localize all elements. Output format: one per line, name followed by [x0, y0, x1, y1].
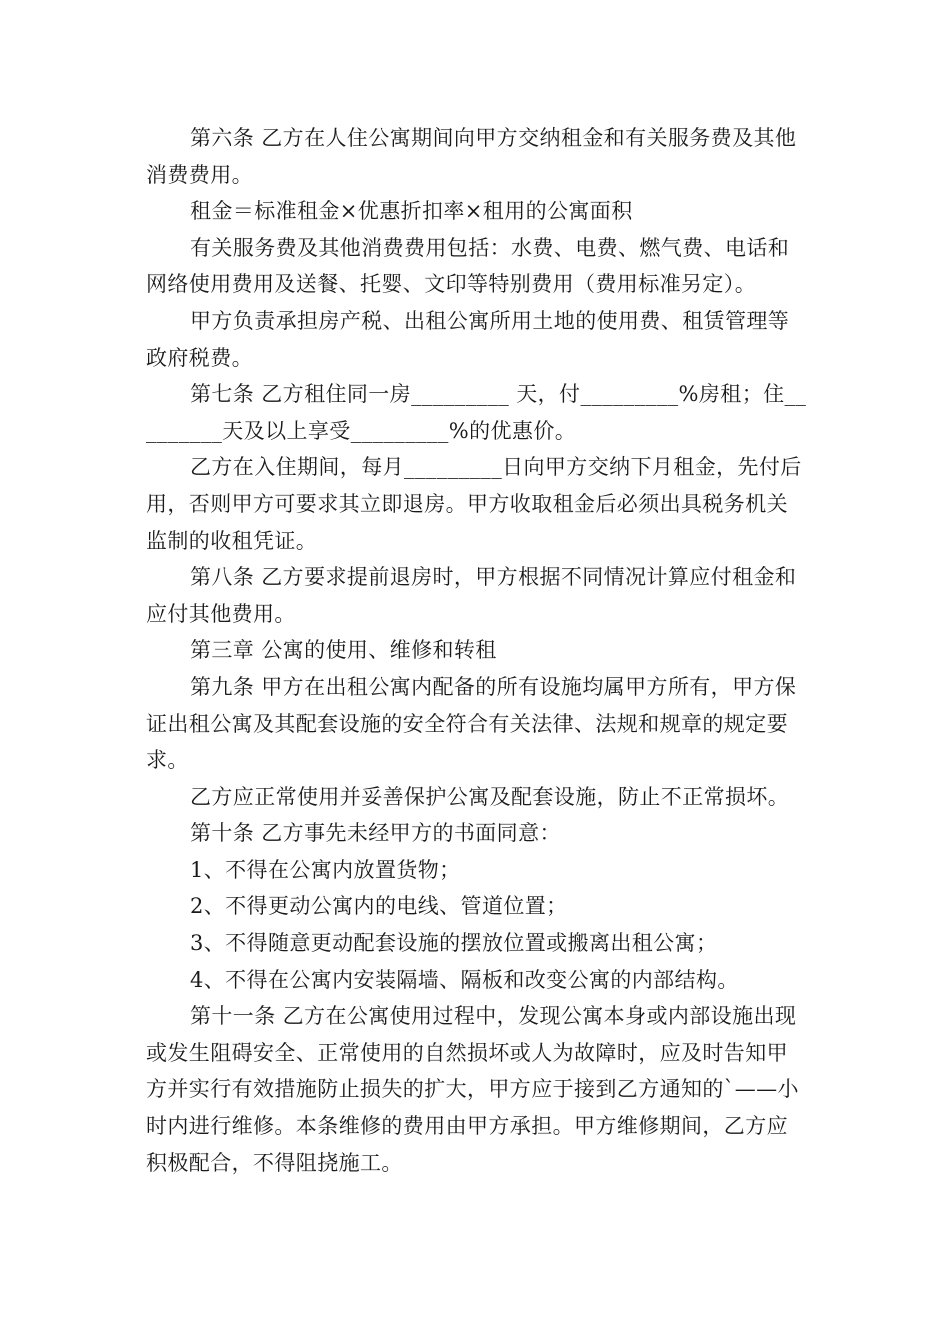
paragraph-party-b-care: 乙方应正常使用并妥善保护公寓及配套设施，防止不正常损坏。 — [190, 784, 790, 809]
list-item-4: 4、不得在公寓内安装隔墙、隔板和改变公寓的内部结构。 — [190, 967, 739, 992]
paragraph-monthly-rent: 乙方在入住期间，每月_________日向甲方交纳下月租金，先付后用，否则甲方可要求其立即退房。甲方收取租金后必须出具税务机关监制的收租凭证。 — [146, 455, 802, 553]
list-item-1: 1、不得在公寓内放置货物； — [190, 857, 461, 882]
document-body — [146, 120, 808, 1181]
paragraph-party-a-taxes: 甲方负责承担房产税、出租公寓所用土地的使用费、租赁管理等政府税费。 — [146, 308, 790, 370]
list-item-3: 3、不得随意更动配套设施的摆放位置或搬离出租公寓； — [190, 931, 718, 956]
paragraph-service-fees: 有关服务费及其他消费费用包括：水费、电费、燃气费、电话和网络使用费用及送餐、托婴、文印等特别费用（费用标准另定）。 — [146, 235, 790, 297]
paragraph-article-9: 第九条 甲方在出租公寓内配备的所有设施均属甲方所有，甲方保证出租公寓及其配套设施的安全符合有关法律、法规和规章的规定要求。 — [146, 674, 797, 773]
paragraph-rent-formula: 租金＝标准租金×优惠折扣率×租用的公寓面积 — [190, 199, 633, 224]
paragraph-article-10: 第十条 乙方事先未经甲方的书面同意： — [190, 821, 561, 846]
paragraph-article-7: 第七条 乙方租住同一房_________ 天，付_________%房租；住_________天及以上享受_________%的优惠价。 — [146, 382, 807, 443]
paragraph-article-11: 第十一条 乙方在公寓使用过程中，发现公寓本身或内部设施出现或发生阻碍安全、正常使用的自然损坏或人为故障时，应及时告知甲方并实行有效措施防止损失的扩大，甲方应于接到乙方通知的`——小时内进行维修。本条维修的费用由甲方承担。甲方维修期间，乙方应积极配合，不得阻挠施工。 — [146, 1004, 799, 1175]
chapter-3-heading: 第三章 公寓的使用、维修和转租 — [190, 638, 497, 663]
list-item-2: 2、不得更动公寓内的电线、管道位置； — [190, 894, 568, 919]
paragraph-article-6: 第六条 乙方在人住公寓期间向甲方交纳租金和有关服务费及其他消费费用。 — [146, 126, 797, 187]
paragraph-article-8: 第八条 乙方要求提前退房时，甲方根据不同情况计算应付租金和应付其他费用。 — [146, 565, 797, 626]
